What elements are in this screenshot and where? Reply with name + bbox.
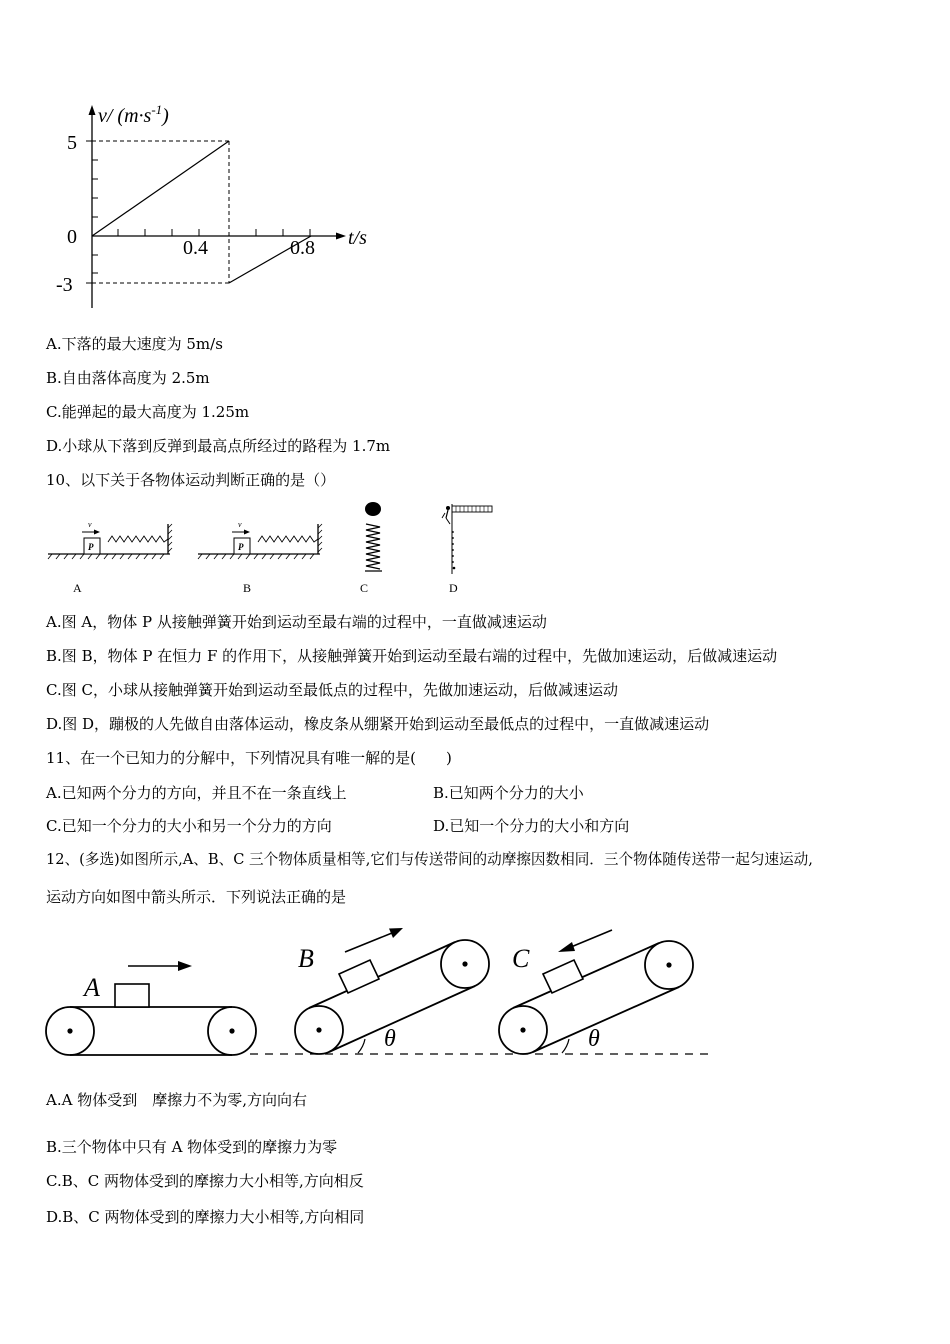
q10-option-d: D.图 D，蹦极的人先做自由落体运动，橡皮条从绷紧开始到运动至最低点的过程中，一直做减速运动 [46,715,710,733]
q9-option-c: C.能弹起的最大高度为 1.25m [46,403,250,421]
q9-option-b: B.自由落体高度为 2.5m [46,369,210,387]
y-axis-label: v/ $(m\cdot s^{-1})$ [98,102,169,127]
q10-option-b: B.图 B，物体 P 在恒力 F 的作用下，从接触弹簧开始到运动至最右端的过程中，先做加速运动，后做减速运动 [46,647,778,665]
q9-option-a: A.下落的最大速度为 5m/s [46,335,223,353]
q10-stem: 10、以下关于各物体运动判断正确的是（） [46,471,336,489]
q12-option-b: B.三个物体中只有 A 物体受到的摩擦力为零 [46,1138,338,1156]
figure-d [442,504,492,595]
svg-text:A: A [73,581,82,595]
conveyor-a [46,961,256,1055]
figure-b [198,520,322,595]
svg-text:v: v [238,520,242,529]
y-tick-neg3: -3 [56,274,73,296]
q11-option-b: B.已知两个分力的大小 [433,784,584,802]
figure-a [48,520,172,595]
svg-text:D: D [449,581,458,595]
figure-c [360,502,382,595]
svg-text:C: C [512,944,530,973]
q12-conveyor-figures [40,920,720,1070]
x-tick-08: 0.8 [290,237,315,259]
conveyor-b [295,928,489,1054]
q11-option-a: A.已知两个分力的方向，并且不在一条直线上 [46,784,347,802]
q12-option-c: C.B、C 两物体受到的摩擦力大小相等,方向相反 [46,1172,364,1190]
q10-option-c: C.图 C，小球从接触弹簧开始到运动至最低点的过程中，先做加速运动，后做减速运动 [46,681,618,699]
svg-text:A: A [84,973,100,1002]
svg-text:θ: θ [384,1026,396,1052]
svg-text:B: B [243,581,252,595]
svg-text:P: P [88,542,94,552]
q10-option-a: A.图 A，物体 P 从接触弹簧开始到运动至最右端的过程中，一直做减速运动 [46,613,547,631]
q11-option-c: C.已知一个分力的大小和另一个分力的方向 [46,817,332,835]
q12-option-d: D.B、C 两物体受到的摩擦力大小相等,方向相同 [46,1208,365,1226]
velocity-time-graph [50,95,380,320]
conveyor-c [499,930,693,1054]
y-tick-5: 5 [67,132,77,154]
q12-stem-line1: 12、(多选)如图所示,A、B、C 三个物体质量相等,它们与传送带间的动摩擦因数相同．三个物体随传送带一起匀速运动, [46,851,813,868]
svg-text:P: P [238,542,244,552]
q9-option-d: D.小球从下落到反弹到最高点所经过的路程为 1.7m [46,437,391,455]
q12-stem-line2: 运动方向如图中箭头所示．下列说法正确的是 [46,888,347,906]
y-tick-0: 0 [67,226,77,248]
x-tick-04: 0.4 [183,237,208,259]
svg-text:B: B [298,944,314,973]
x-axis-label: t/s [348,227,367,249]
svg-text:C: C [360,581,369,595]
q10-figures [44,498,504,602]
q11-stem: 11、在一个已知力的分解中，下列情况具有唯一解的是( ) [46,749,452,767]
svg-text:θ: θ [588,1026,600,1052]
q11-option-d: D.已知一个分力的大小和方向 [433,817,630,835]
svg-text:v: v [88,520,92,529]
q12-option-a: A.A 物体受到 摩擦力不为零,方向向右 [46,1091,307,1109]
graph-line-fall [92,141,229,236]
